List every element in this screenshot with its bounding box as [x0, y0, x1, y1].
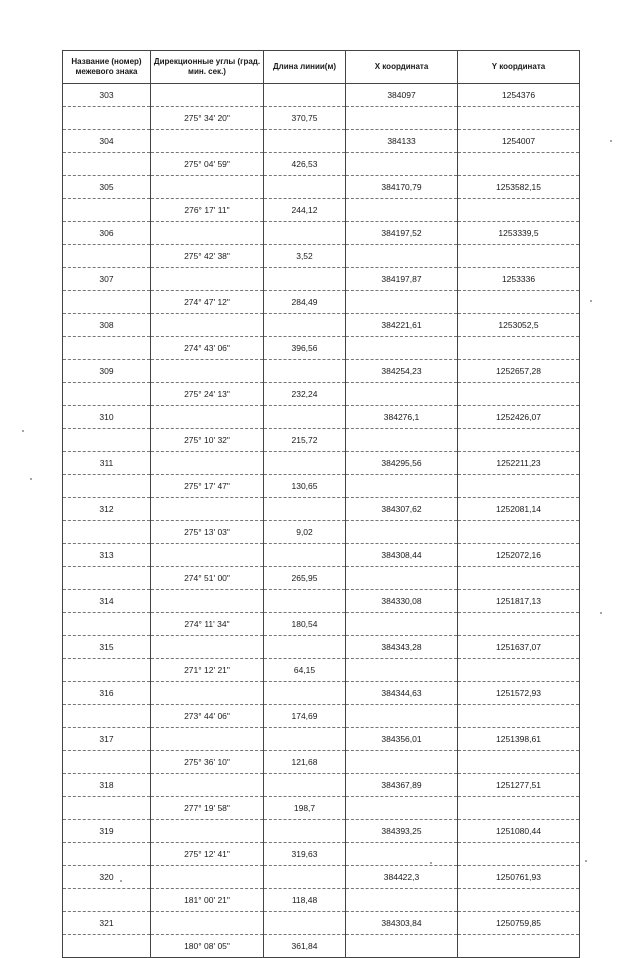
empty-cell [346, 843, 458, 866]
empty-cell [458, 843, 580, 866]
empty-cell [346, 337, 458, 360]
empty-cell [458, 337, 580, 360]
point-name-cell: 307 [63, 268, 151, 291]
y-coordinate-cell: 1254007 [458, 130, 580, 153]
empty-cell [346, 613, 458, 636]
table-row [63, 429, 580, 452]
table-row [63, 314, 580, 337]
direction-angle-cell: 275° 10' 32" [151, 429, 264, 452]
table-row [63, 682, 580, 705]
point-name-cell: 304 [63, 130, 151, 153]
empty-cell [63, 935, 151, 958]
empty-cell [63, 751, 151, 774]
line-length-cell: 284,49 [264, 291, 346, 314]
scan-speck [590, 300, 592, 302]
empty-cell [458, 751, 580, 774]
empty-cell [264, 544, 346, 567]
point-name-cell: 310 [63, 406, 151, 429]
point-name-cell: 311 [63, 452, 151, 475]
line-length-cell: 232,24 [264, 383, 346, 406]
point-name-cell: 312 [63, 498, 151, 521]
x-coordinate-cell: 384308,44 [346, 544, 458, 567]
x-coordinate-cell: 384303,84 [346, 912, 458, 935]
x-coordinate-cell: 384197,52 [346, 222, 458, 245]
empty-cell [151, 176, 264, 199]
empty-cell [63, 383, 151, 406]
x-coordinate-cell: 384344,63 [346, 682, 458, 705]
empty-cell [458, 705, 580, 728]
direction-angle-cell: 274° 51' 00" [151, 567, 264, 590]
empty-cell [458, 613, 580, 636]
empty-cell [264, 682, 346, 705]
empty-cell [346, 245, 458, 268]
line-length-cell: 265,95 [264, 567, 346, 590]
x-coordinate-cell: 384307,62 [346, 498, 458, 521]
line-length-cell: 9,02 [264, 521, 346, 544]
table-row [63, 153, 580, 176]
empty-cell [151, 452, 264, 475]
empty-cell [346, 797, 458, 820]
table-row [63, 383, 580, 406]
y-coordinate-cell: 1250759,85 [458, 912, 580, 935]
empty-cell [458, 245, 580, 268]
line-length-cell: 215,72 [264, 429, 346, 452]
line-length-cell: 319,63 [264, 843, 346, 866]
y-coordinate-cell: 1252081,14 [458, 498, 580, 521]
empty-cell [151, 222, 264, 245]
table-row [63, 935, 580, 958]
empty-cell [264, 820, 346, 843]
empty-cell [264, 774, 346, 797]
line-length-cell: 174,69 [264, 705, 346, 728]
empty-cell [458, 567, 580, 590]
empty-cell [264, 636, 346, 659]
line-length-cell: 244,12 [264, 199, 346, 222]
x-coordinate-cell: 384254,23 [346, 360, 458, 383]
empty-cell [151, 728, 264, 751]
empty-cell [346, 751, 458, 774]
point-name-cell: 321 [63, 912, 151, 935]
table-row [63, 774, 580, 797]
empty-cell [151, 636, 264, 659]
table-body [63, 84, 580, 958]
empty-cell [346, 889, 458, 912]
point-name-cell: 308 [63, 314, 151, 337]
y-coordinate-cell: 1253339,5 [458, 222, 580, 245]
point-name-cell: 316 [63, 682, 151, 705]
line-length-cell: 426,53 [264, 153, 346, 176]
direction-angle-cell: 275° 04' 59" [151, 153, 264, 176]
empty-cell [63, 429, 151, 452]
y-coordinate-cell: 1252657,28 [458, 360, 580, 383]
empty-cell [458, 659, 580, 682]
empty-cell [346, 153, 458, 176]
header-y-coordinate: Y координата [458, 51, 580, 84]
table-row [63, 613, 580, 636]
direction-angle-cell: 181° 00' 21" [151, 889, 264, 912]
point-name-cell: 315 [63, 636, 151, 659]
direction-angle-cell: 277° 19' 58" [151, 797, 264, 820]
empty-cell [458, 797, 580, 820]
empty-cell [458, 291, 580, 314]
empty-cell [458, 521, 580, 544]
scan-speck [610, 140, 612, 142]
table-row [63, 222, 580, 245]
empty-cell [346, 429, 458, 452]
empty-cell [63, 107, 151, 130]
x-coordinate-cell: 384367,89 [346, 774, 458, 797]
table-row [63, 176, 580, 199]
table-row [63, 590, 580, 613]
x-coordinate-cell: 384356,01 [346, 728, 458, 751]
table-row [63, 360, 580, 383]
direction-angle-cell: 275° 13' 03" [151, 521, 264, 544]
empty-cell [264, 498, 346, 521]
table-row [63, 567, 580, 590]
line-length-cell: 130,65 [264, 475, 346, 498]
line-length-cell: 118,48 [264, 889, 346, 912]
x-coordinate-cell: 384295,56 [346, 452, 458, 475]
empty-cell [151, 314, 264, 337]
empty-cell [63, 291, 151, 314]
empty-cell [458, 383, 580, 406]
empty-cell [458, 107, 580, 130]
x-coordinate-cell: 384422,3 [346, 866, 458, 889]
empty-cell [346, 475, 458, 498]
table-row [63, 498, 580, 521]
y-coordinate-cell: 1251398,61 [458, 728, 580, 751]
y-coordinate-cell: 1254376 [458, 84, 580, 107]
line-length-cell: 370,75 [264, 107, 346, 130]
point-name-cell: 305 [63, 176, 151, 199]
table-row [63, 636, 580, 659]
y-coordinate-cell: 1252426,07 [458, 406, 580, 429]
empty-cell [264, 360, 346, 383]
direction-angle-cell: 274° 11' 34" [151, 613, 264, 636]
empty-cell [264, 728, 346, 751]
line-length-cell: 3,52 [264, 245, 346, 268]
empty-cell [458, 429, 580, 452]
point-name-cell: 317 [63, 728, 151, 751]
scan-speck [30, 478, 32, 480]
table-row [63, 797, 580, 820]
empty-cell [63, 521, 151, 544]
table-row [63, 751, 580, 774]
empty-cell [151, 268, 264, 291]
table-row [63, 337, 580, 360]
empty-cell [458, 199, 580, 222]
scan-speck [430, 862, 432, 864]
empty-cell [264, 866, 346, 889]
point-name-cell: 303 [63, 84, 151, 107]
y-coordinate-cell: 1252072,16 [458, 544, 580, 567]
empty-cell [151, 544, 264, 567]
y-coordinate-cell: 1250761,93 [458, 866, 580, 889]
x-coordinate-cell: 384221,61 [346, 314, 458, 337]
y-coordinate-cell: 1253052,5 [458, 314, 580, 337]
empty-cell [63, 199, 151, 222]
empty-cell [151, 130, 264, 153]
point-name-cell: 318 [63, 774, 151, 797]
header-direction-angle: Дирекционные углы (град. мин. сек.) [151, 51, 264, 84]
empty-cell [151, 498, 264, 521]
x-coordinate-cell: 384276,1 [346, 406, 458, 429]
direction-angle-cell: 275° 34' 20" [151, 107, 264, 130]
table-row [63, 199, 580, 222]
scan-speck [600, 612, 602, 614]
table-row [63, 866, 580, 889]
empty-cell [346, 199, 458, 222]
empty-cell [346, 935, 458, 958]
line-length-cell: 198,7 [264, 797, 346, 820]
scan-speck [22, 430, 24, 432]
table-row [63, 107, 580, 130]
direction-angle-cell: 275° 17' 47" [151, 475, 264, 498]
empty-cell [346, 659, 458, 682]
empty-cell [346, 521, 458, 544]
x-coordinate-cell: 384330,08 [346, 590, 458, 613]
x-coordinate-cell: 384197,87 [346, 268, 458, 291]
empty-cell [63, 659, 151, 682]
empty-cell [151, 774, 264, 797]
table-row [63, 820, 580, 843]
empty-cell [264, 590, 346, 613]
table-row [63, 130, 580, 153]
direction-angle-cell: 180° 08' 05" [151, 935, 264, 958]
empty-cell [63, 567, 151, 590]
empty-cell [63, 245, 151, 268]
line-length-cell: 121,68 [264, 751, 346, 774]
table-row [63, 452, 580, 475]
y-coordinate-cell: 1253336 [458, 268, 580, 291]
direction-angle-cell: 275° 24' 13" [151, 383, 264, 406]
point-name-cell: 319 [63, 820, 151, 843]
empty-cell [264, 406, 346, 429]
empty-cell [346, 705, 458, 728]
y-coordinate-cell: 1253582,15 [458, 176, 580, 199]
empty-cell [151, 820, 264, 843]
table-row [63, 728, 580, 751]
empty-cell [63, 153, 151, 176]
table-row [63, 889, 580, 912]
empty-cell [458, 935, 580, 958]
point-name-cell: 306 [63, 222, 151, 245]
empty-cell [63, 475, 151, 498]
direction-angle-cell: 274° 43' 06" [151, 337, 264, 360]
empty-cell [63, 889, 151, 912]
table-row [63, 268, 580, 291]
empty-cell [151, 912, 264, 935]
line-length-cell: 64,15 [264, 659, 346, 682]
header-point-name: Название (номер) межевого знака [63, 51, 151, 84]
direction-angle-cell: 274° 47' 12" [151, 291, 264, 314]
empty-cell [63, 797, 151, 820]
table-row [63, 544, 580, 567]
empty-cell [264, 912, 346, 935]
empty-cell [151, 866, 264, 889]
x-coordinate-cell: 384393,25 [346, 820, 458, 843]
point-name-cell: 320 [63, 866, 151, 889]
line-length-cell: 396,56 [264, 337, 346, 360]
table-header-row [63, 51, 580, 84]
direction-angle-cell: 275° 36' 10" [151, 751, 264, 774]
scan-speck [585, 860, 587, 862]
y-coordinate-cell: 1252211,23 [458, 452, 580, 475]
empty-cell [151, 406, 264, 429]
scan-speck [120, 880, 122, 882]
table-row [63, 291, 580, 314]
x-coordinate-cell: 384343,28 [346, 636, 458, 659]
direction-angle-cell: 275° 42' 38" [151, 245, 264, 268]
empty-cell [264, 222, 346, 245]
empty-cell [151, 360, 264, 383]
empty-cell [63, 337, 151, 360]
empty-cell [264, 130, 346, 153]
empty-cell [151, 84, 264, 107]
empty-cell [264, 84, 346, 107]
table-row [63, 406, 580, 429]
empty-cell [264, 314, 346, 337]
empty-cell [264, 176, 346, 199]
empty-cell [264, 268, 346, 291]
y-coordinate-cell: 1251817,13 [458, 590, 580, 613]
x-coordinate-cell: 384170,79 [346, 176, 458, 199]
header-line-length: Длина линии(м) [264, 51, 346, 84]
y-coordinate-cell: 1251080,44 [458, 820, 580, 843]
point-name-cell: 313 [63, 544, 151, 567]
empty-cell [458, 889, 580, 912]
point-name-cell: 314 [63, 590, 151, 613]
x-coordinate-cell: 384133 [346, 130, 458, 153]
empty-cell [458, 475, 580, 498]
table-row [63, 843, 580, 866]
direction-angle-cell: 271° 12' 21" [151, 659, 264, 682]
y-coordinate-cell: 1251637,07 [458, 636, 580, 659]
empty-cell [458, 153, 580, 176]
table-row [63, 84, 580, 107]
table-row [63, 912, 580, 935]
empty-cell [346, 383, 458, 406]
empty-cell [346, 291, 458, 314]
table-row [63, 659, 580, 682]
empty-cell [63, 843, 151, 866]
x-coordinate-cell: 384097 [346, 84, 458, 107]
boundary-coordinates-table [62, 50, 580, 958]
empty-cell [264, 452, 346, 475]
empty-cell [346, 107, 458, 130]
direction-angle-cell: 273° 44' 06" [151, 705, 264, 728]
line-length-cell: 361,84 [264, 935, 346, 958]
empty-cell [151, 590, 264, 613]
empty-cell [63, 705, 151, 728]
direction-angle-cell: 275° 12' 41" [151, 843, 264, 866]
direction-angle-cell: 276° 17' 11" [151, 199, 264, 222]
line-length-cell: 180,54 [264, 613, 346, 636]
table-row [63, 521, 580, 544]
y-coordinate-cell: 1251277,51 [458, 774, 580, 797]
point-name-cell: 309 [63, 360, 151, 383]
y-coordinate-cell: 1251572,93 [458, 682, 580, 705]
empty-cell [63, 613, 151, 636]
empty-cell [151, 682, 264, 705]
table-row [63, 245, 580, 268]
header-x-coordinate: X координата [346, 51, 458, 84]
table-row [63, 705, 580, 728]
empty-cell [346, 567, 458, 590]
table-row [63, 475, 580, 498]
